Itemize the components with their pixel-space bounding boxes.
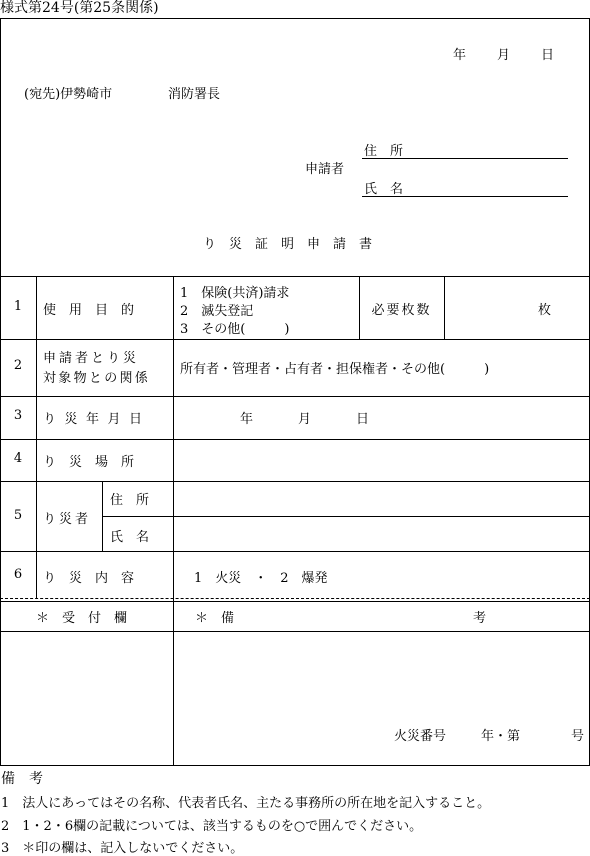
row6-top: [0, 551, 590, 552]
row2-relation: 所有者・管理者・占有者・担保権者・その他( ): [180, 362, 490, 377]
row6-number: 6: [13, 567, 23, 582]
note-3: 3 ＊印の欄は、記入しないでください。: [1, 841, 244, 856]
document-title: り 災 証 明 申 請 書: [203, 237, 373, 252]
row4-number: 4: [13, 451, 23, 466]
addressee-city: (宛先)伊勢崎市: [24, 87, 113, 102]
row3-day: 日: [356, 412, 370, 427]
remarks-heading-end: 考: [473, 611, 487, 626]
row3-month: 月: [298, 412, 312, 427]
row3-top: [0, 396, 590, 397]
date-month: 月: [497, 48, 511, 63]
reception-heading: ＊ 受 付 欄: [36, 611, 128, 626]
r5-sub-col-line: [102, 481, 103, 551]
applicant-label: 申請者: [305, 162, 345, 177]
row5-name-label: 氏 名: [110, 530, 150, 545]
row5-address-label: 住 所: [110, 493, 150, 508]
row1-number: 1: [13, 299, 23, 314]
addressee-chief: 消防署長: [168, 87, 221, 102]
date-year: 年: [453, 48, 467, 63]
fire-number-label: 火災番号: [394, 729, 447, 744]
note-2: 2 1・2・6欄の記載については、該当するものを○で囲んでください。: [1, 819, 423, 834]
applicant-address-line: [362, 158, 568, 159]
applicant-name-label: 氏 名: [364, 182, 404, 197]
row1-option-2: 2 滅失登記: [180, 304, 254, 319]
form-label: 様式第24号(第25条関係): [0, 0, 159, 16]
row1-top: [0, 276, 590, 277]
form-frame: [0, 18, 590, 766]
copies-unit: 枚: [538, 303, 552, 318]
row2-label-line1: 申請者とり災: [43, 351, 140, 366]
row6-label: り 災 内 容: [43, 571, 135, 586]
num-col-line: [36, 276, 37, 598]
row4-label: り 災 場 所: [43, 455, 135, 470]
office-header-bottom: [0, 631, 590, 632]
r1-copies-right: [444, 276, 445, 339]
row2-number: 2: [13, 358, 23, 373]
office-divider: [0, 601, 590, 602]
label-col-line: [173, 276, 174, 766]
row1-option-3: 3 その他( ): [180, 322, 290, 337]
applicant-address-label: 住 所: [364, 144, 404, 159]
row2-top: [0, 339, 590, 340]
row2-label-line2: 対象物との関係: [43, 371, 151, 386]
row6-content: 1 火災 ・ 2 爆発: [194, 571, 328, 586]
date-day: 日: [541, 48, 555, 63]
fire-number-year: 年・第: [481, 729, 521, 744]
row1-label-text: 使 用 目 的: [43, 303, 135, 318]
remarks-heading: ＊ 備: [195, 611, 235, 626]
row3-number: 3: [13, 408, 23, 423]
row4-top: [0, 439, 590, 440]
row5-label: り災者: [43, 512, 92, 527]
row1-option-1: 1 保険(共済)請求: [180, 286, 290, 301]
row5-number: 5: [13, 508, 23, 523]
row5-top: [0, 481, 590, 482]
row3-label: り災年月日: [43, 412, 151, 427]
row3-year: 年: [240, 412, 254, 427]
row1-label: [43, 299, 166, 318]
applicant-name-line: [362, 196, 568, 197]
fire-number-suffix: 号: [571, 729, 585, 744]
row5-mid: [102, 516, 590, 517]
office-divider-dashed: [0, 598, 590, 599]
notes-heading: 備 考: [1, 771, 43, 787]
note-1: 1 法人にあってはその名称、代表者氏名、主たる事務所の所在地を記入すること。: [1, 796, 491, 811]
copies-label: 必要枚数: [371, 303, 432, 318]
